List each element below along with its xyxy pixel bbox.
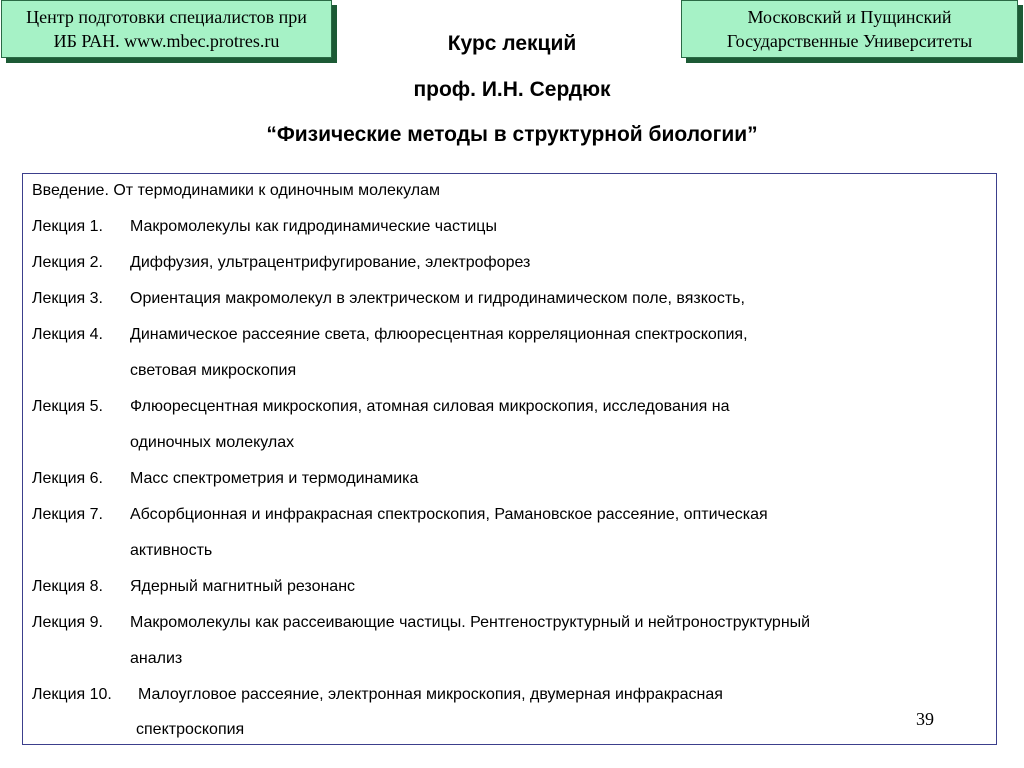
lecture-item: [32, 181, 440, 201]
lecture-title-continuation: световая микроскопия: [130, 362, 297, 379]
institute-line-2: ИБ РАН. www.mbec.protres.ru: [53, 31, 280, 51]
lecture-item: [32, 469, 419, 489]
lecture-title: Макромолекулы как рассеивающие частицы. Рентгеноструктурный и нейтроноструктурный: [130, 614, 811, 631]
lecture-label: Лекция 7.: [32, 506, 103, 523]
lecture-title: Ядерный магнитный резонанс: [130, 578, 356, 595]
lecture-item: [32, 613, 811, 633]
lecture-label: Лекция 1.: [32, 218, 103, 235]
lecture-item: [32, 289, 745, 309]
lecture-title: Макромолекулы как гидродинамические частицы: [130, 218, 497, 235]
lecture-title-continuation: анализ: [130, 650, 183, 667]
lecture-title: Малоугловое рассеяние, электронная микроскопия, двумерная инфракрасная: [138, 686, 723, 703]
lecture-title: Флюоресцентная микроскопия, атомная силовая микроскопия, исследования на: [130, 398, 730, 415]
lecture-title-continuation: активность: [130, 542, 213, 559]
universities-line-2: Государственные Университеты: [726, 31, 973, 51]
lecture-label: Лекция 5.: [32, 398, 103, 415]
page-number: 39: [916, 709, 934, 729]
lecture-title: От термодинамики к одиночным молекулам: [113, 182, 440, 199]
lecture-item: [32, 505, 768, 525]
lecture-label: Лекция 9.: [32, 614, 103, 631]
lecture-label: Лекция 4.: [32, 326, 103, 343]
institute-line-1: Центр подготовки специалистов при: [26, 7, 307, 27]
lecture-title: Диффузия, ультрацентрифугирование, электрофорез: [130, 254, 531, 271]
lecture-label: Введение.: [32, 182, 109, 199]
course-subject: “Физические методы в структурной биологии”: [266, 123, 758, 146]
lecturer-name: проф. И.Н. Сердюк: [413, 78, 611, 101]
lecture-title: Абсорбционная и инфракрасная спектроскопия, Рамановское рассеяние, оптическая: [130, 506, 768, 523]
lecture-title-continuation: одиночных молекулах: [130, 434, 295, 451]
lecture-title: Масс спектрометрия и термодинамика: [130, 470, 419, 487]
lecture-list-panel: [22, 173, 997, 745]
lecture-label: Лекция 6.: [32, 470, 103, 487]
lecture-title: Ориентация макромолекул в электрическом и гидродинамическом поле, вязкость,: [130, 290, 745, 307]
lecture-title: Динамическое рассеяние света, флюоресцентная корреляционная спектроскопия,: [130, 326, 748, 343]
lecture-label: Лекция 3.: [32, 290, 103, 307]
course-title: Курс лекций: [447, 32, 577, 55]
universities-line-1: Московский и Пущинский: [747, 7, 952, 27]
lecture-item: [32, 577, 356, 597]
lecture-item: [32, 685, 723, 705]
lecture-item: [32, 397, 730, 417]
lecture-label: Лекция 8.: [32, 578, 103, 595]
lecture-label: Лекция 2.: [32, 254, 103, 271]
lecture-label: Лекция 10.: [32, 686, 112, 703]
lecture-title-continuation: спектроскопия: [136, 721, 245, 738]
lecture-item: [32, 325, 748, 345]
lecture-item: [32, 217, 497, 237]
lecture-item: [32, 253, 531, 273]
